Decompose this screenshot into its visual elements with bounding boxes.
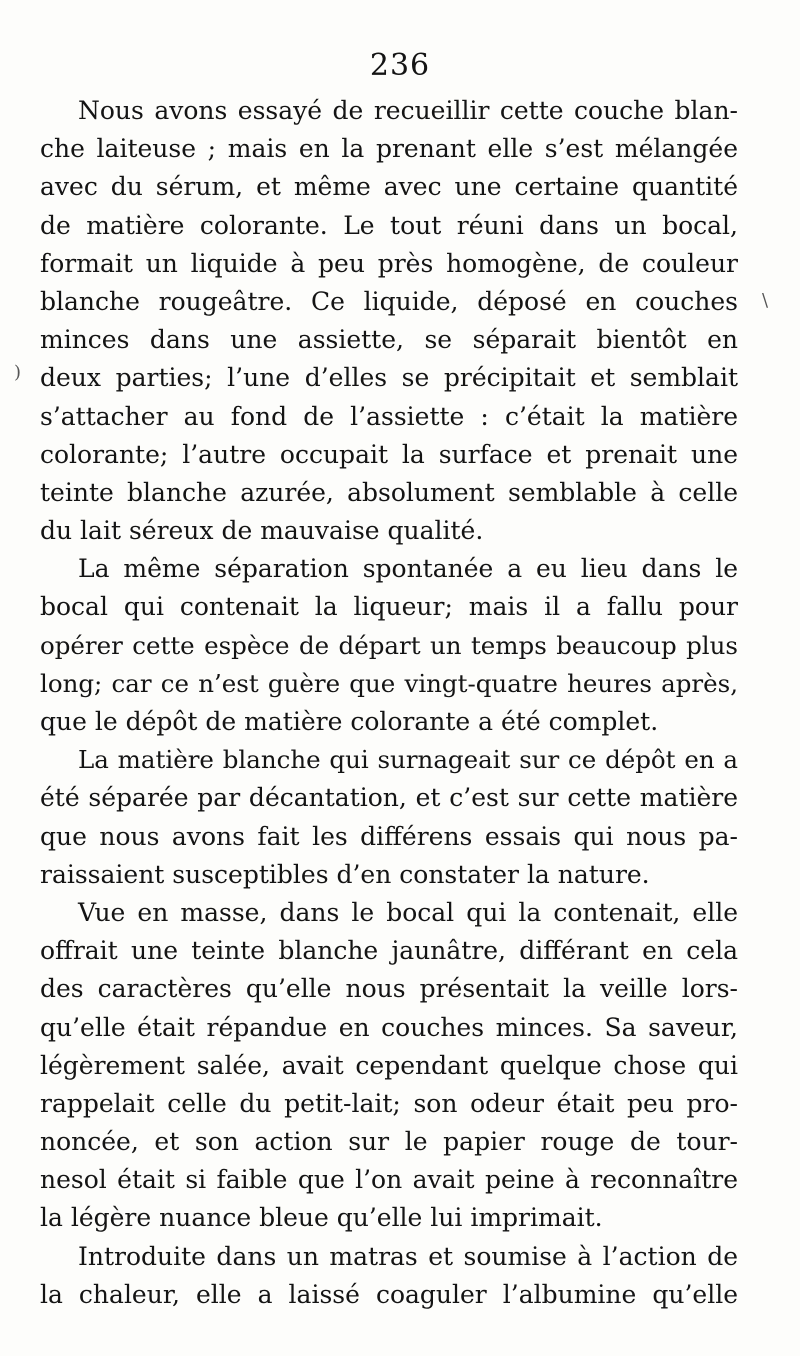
text-line: deux parties; l’une d’elles se précipitait et semblait — [40, 363, 738, 393]
text-line: légèrement salée, avait cependant quelque chose qui — [40, 1050, 738, 1080]
text-line: che laiteuse ; mais en la prenant elle s’est mélangée — [40, 134, 738, 164]
text-line: blanche rougeâtre. Ce liquide, déposé en couches — [40, 286, 738, 316]
page-number: 236 — [369, 48, 431, 83]
text-line: rappelait celle du petit-lait; son odeur était peu pro- — [40, 1088, 738, 1118]
text-line: que le dépôt de matière colorante a été complet. — [40, 707, 659, 736]
text-line: La matière blanche qui surnageait sur ce dépôt en a — [78, 745, 738, 775]
margin-mark: ) — [14, 362, 22, 383]
text-line: la chaleur, elle a laissé coaguler l’albumine qu’elle — [40, 1279, 738, 1309]
text-line: long; car ce n’est guère que vingt-quatre heures après, — [40, 668, 738, 698]
text-line: Nous avons essayé de recueillir cette couche blan- — [78, 96, 738, 125]
text-line: de matière colorante. Le tout réuni dans un bocal, — [40, 210, 738, 240]
text-line: nesol était si faible que l’on avait peine à reconnaître — [40, 1165, 738, 1195]
text-line: raissaient susceptibles d’en constater la nature. — [40, 859, 650, 889]
text-line: offrait une teinte blanche jaunâtre, différant en cela — [40, 936, 738, 966]
text-line: la légère nuance bleue qu’elle lui imprimait. — [40, 1203, 603, 1233]
text-line: formait un liquide à peu près homogène, de couleur — [40, 248, 738, 278]
text-line: qu’elle était répandue en couches minces. Sa saveur, — [40, 1012, 738, 1042]
text-line: teinte blanche azurée, absolument semblable à celle — [40, 477, 738, 507]
text-line: du lait séreux de mauvaise qualité. — [40, 516, 484, 546]
body-text — [40, 92, 738, 1314]
text-line: opérer cette espèce de départ un temps beaucoup plus — [40, 630, 738, 660]
text-line: s’attacher au fond de l’assiette : c’était la matière — [40, 401, 738, 431]
margin-mark: \ — [762, 290, 769, 311]
text-line: avec du sérum, et même avec une certaine quantité — [40, 172, 738, 202]
text-line: des caractères qu’elle nous présentait la veille lors- — [40, 974, 738, 1004]
text-line: noncée, et son action sur le papier rouge de tour- — [40, 1127, 738, 1157]
text-line: colorante; l’autre occupait la surface et prenait une — [40, 439, 738, 469]
text-line: minces dans une assiette, se séparait bientôt en — [40, 325, 738, 355]
text-line: Vue en masse, dans le bocal qui la contenait, elle — [78, 897, 738, 927]
text-line: été séparée par décantation, et c’est sur cette matière — [40, 783, 738, 813]
text-line: La même séparation spontanée a eu lieu dans le — [78, 554, 738, 584]
text-line: bocal qui contenait la liqueur; mais il a fallu pour — [40, 592, 738, 622]
text-line: que nous avons fait les différens essais qui nous pa- — [40, 821, 738, 851]
text-line: Introduite dans un matras et soumise à l’action de — [78, 1241, 738, 1271]
